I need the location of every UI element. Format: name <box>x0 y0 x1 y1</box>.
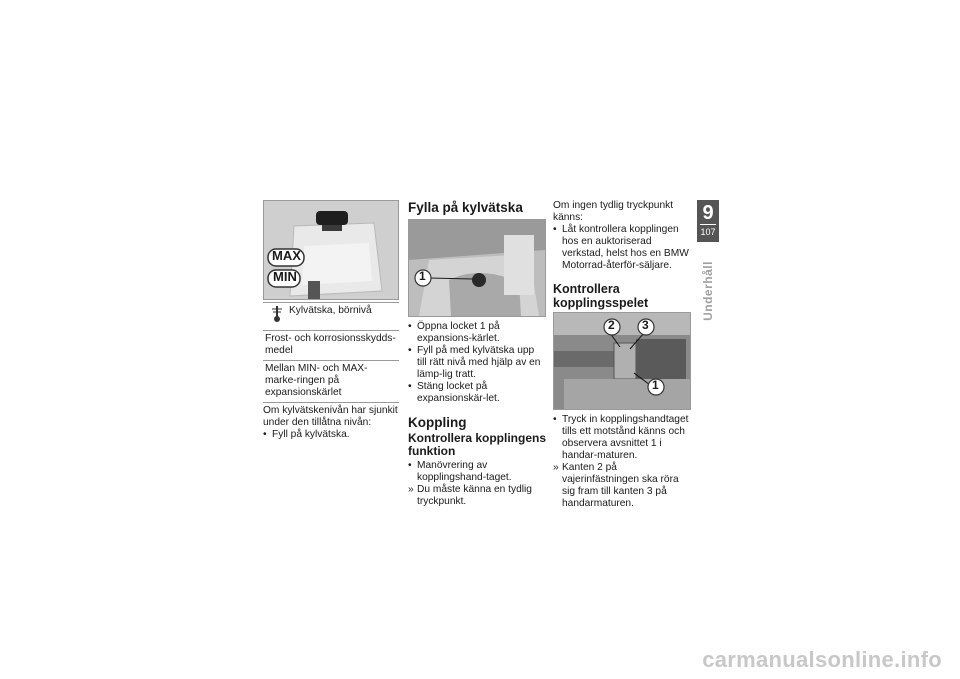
coolant-reservoir-photo <box>263 200 399 300</box>
bullet-list <box>553 224 691 272</box>
thermometer-icon <box>271 305 285 327</box>
heading-clutch: Koppling <box>408 415 467 430</box>
list-item: • Öppna locket 1 på expansions-kärlet. <box>408 321 500 344</box>
side-section-label <box>694 246 722 336</box>
table-row <box>263 331 399 361</box>
callout-1-label: 1 <box>652 378 659 392</box>
max-label: MAX <box>272 248 301 263</box>
heading-check-clutch-play: Kontrollera kopplingsspelet <box>553 282 649 310</box>
list-item: » Du måste känna en tydlig tryckpunkt. <box>408 484 532 507</box>
table-cell: Mellan MIN- och MAX-marke-ringen på expansionskärlet <box>263 361 399 403</box>
clutch-steps-list <box>408 460 546 508</box>
chapter-number: 9 <box>702 202 714 224</box>
section-title: Underhåll <box>701 261 715 321</box>
table-cell: Frost- och korrosionsskydds-medel <box>263 331 399 361</box>
page-number: 107 <box>700 224 716 237</box>
list-item: • Fyll på kylvätska. <box>263 429 350 440</box>
expansion-tank-illustration <box>409 220 545 316</box>
callout-2-label: 2 <box>608 318 615 332</box>
list-item: • Låt kontrollera kopplingen hos en auktoriserad verkstad, helst hos en BMW Motorrad-återför-säljare. <box>553 224 689 271</box>
table-cell: Kylvätska, börnivå <box>289 305 372 316</box>
min-label: MIN <box>273 269 297 284</box>
list-item: » Kanten 2 på vajerinfästningen ska röra sig fram till kanten 3 på handarmaturen. <box>553 462 679 509</box>
clutch-lever-illustration <box>554 313 690 409</box>
list-item: • Fyll på med kylvätska upp till rätt nivå med hjälp av en lämp-lig tratt. <box>408 345 541 380</box>
column-3 <box>553 200 691 510</box>
table-row <box>263 361 399 403</box>
callout-3-label: 3 <box>642 318 649 332</box>
paragraph: Om ingen tydlig tryckpunkt känns: <box>553 200 674 223</box>
clutch-play-steps-list <box>553 414 691 510</box>
watermark: carmanualsonline.info <box>702 647 942 672</box>
list-item: • Manövrering av kopplingshand-taget. <box>408 460 512 483</box>
callout-1-label: 1 <box>419 269 426 283</box>
bullet-list <box>263 429 399 441</box>
clutch-lever-photo <box>553 312 691 410</box>
fill-steps-list <box>408 321 546 405</box>
column-2 <box>408 200 546 508</box>
coolant-spec-table <box>263 302 399 403</box>
table-row <box>263 303 399 331</box>
paragraph: Om kylvätskenivån har sjunkit under den tillåtna nivån: <box>263 405 398 428</box>
list-item: • Stäng locket på expansionskär-let. <box>408 381 500 404</box>
heading-fill-coolant: Fylla på kylvätska <box>408 200 523 215</box>
column-1 <box>263 200 399 441</box>
heading-check-clutch-function: Kontrollera kopplingens funktion <box>408 431 547 458</box>
chapter-tab <box>697 200 719 242</box>
list-item: • Tryck in kopplingshandtaget tills ett motstånd känns och observera avsnittet 1 i handar-maturen. <box>553 414 689 461</box>
expansion-tank-cap-photo <box>408 219 546 317</box>
